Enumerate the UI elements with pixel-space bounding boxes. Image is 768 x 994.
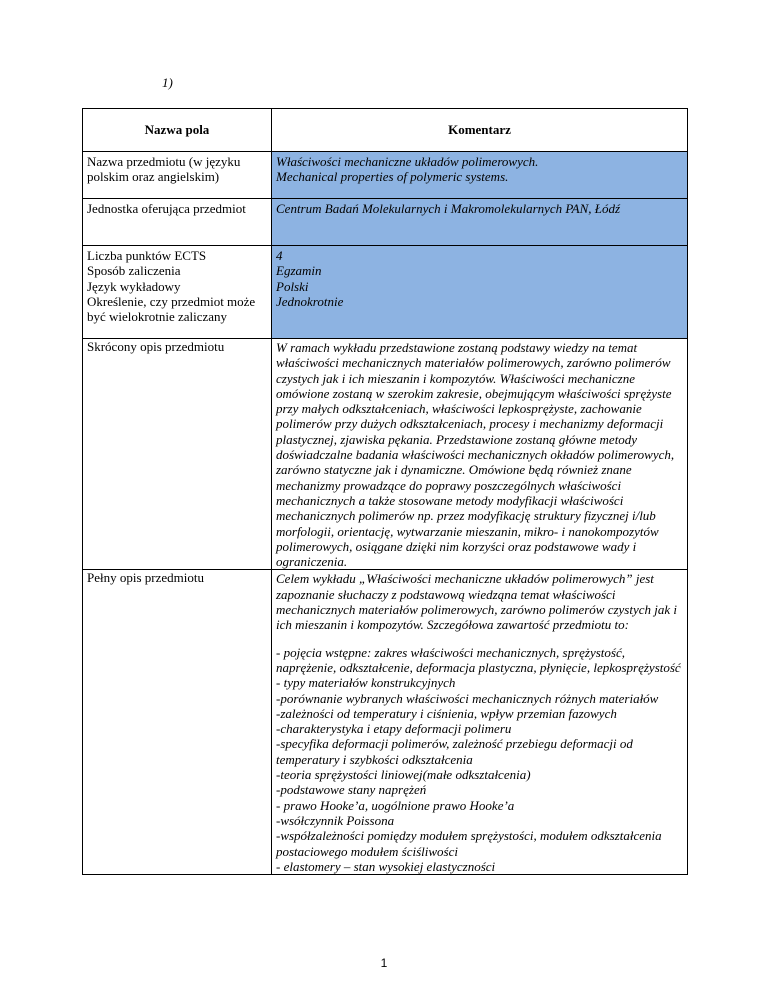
label-language: Język wykładowy — [87, 278, 181, 294]
label-ects: Liczba punktów ECTS — [87, 248, 207, 263]
topic-item: - prawo Hooke’a, uogólnione prawo Hooke’a — [276, 797, 515, 813]
label-unit: Jednostka oferująca przedmiot — [83, 199, 272, 246]
topic-item: -współzależności pomiędzy modułem sprężystości, modułem odkształcenia postaciowego modułem ściśliwości — [276, 828, 662, 859]
label-assessment: Sposób zaliczenia — [87, 263, 181, 279]
labels-details — [83, 246, 272, 339]
value-full-description — [272, 570, 688, 875]
row-unit — [83, 199, 688, 246]
topic-item: -charakterystyka i etapy deformacji polimeru — [276, 721, 512, 737]
topic-item: -zależności od temperatury i ciśnienia, wpływ przemian fazowych — [276, 705, 617, 721]
header-field-name: Nazwa pola — [83, 109, 272, 152]
value-assessment: Egzamin — [276, 263, 322, 279]
topic-item: -podstawowe stany naprężeń — [276, 782, 427, 798]
value-course-name — [272, 152, 688, 199]
row-details — [83, 246, 688, 339]
row-full-description — [83, 570, 688, 875]
course-table — [82, 108, 688, 875]
topic-item: -porównanie wybranych właściwości mechanicznych różnych materiałów — [276, 690, 659, 706]
label-short-description: Skrócony opis przedmiotu — [83, 339, 272, 570]
row-course-name — [83, 152, 688, 199]
value-language: Polski — [276, 278, 309, 294]
value-short-description: W ramach wykładu przedstawione zostaną podstawy wiedzy na temat właściwości mechanicznych materiałów polimerowych, zarówno polimerów czystych jak i ich mieszanin i kompozytów. Właściwości mechaniczne omówione zostaną w szerokim zakresie, obejmującym właściwości sprężyste przy małych odkształceniach, właściwości lepkosprężyste, zachowanie polimerów przy dużych odkształceniach, procesy i mechanizmy deformacji plastycznej, zjawiska pękania. Przedstawione zostaną główne metody doświadczalne badania właściwości mechanicznych okładów polimerowych, zarówno statyczne jak i dynamiczne. Omówione będą również znane mechanizmy prowadzące do poprawy poszczególnych właściwości mechanicznych a także stosowane metody modyfikacji właściwości mechanicznych polimerów np. przez modyfikację struktury fizycznej i/lub morfologii, orientację, wytwarzanie mieszanin, mikro- i nanokompozytów polimerowych, osiągane dzięki nim korzyści oraz podstawowe wady i ograniczenia. — [272, 339, 688, 570]
label-full-description: Pełny opis przedmiotu — [83, 570, 272, 875]
list-number: 1) — [162, 75, 173, 90]
topic-item: - elastomery – stan wysokiej elastyczności — [276, 858, 496, 874]
topic-item: - pojęcia wstępne: zakres właściwości mechanicznych, sprężystość, naprężenie, odkształcenie, deformacja plastyczna, płynięcie, lepkosprężystość — [276, 644, 681, 675]
page-number: 1 — [380, 956, 388, 970]
row-short-description — [83, 339, 688, 570]
value-unit: Centrum Badań Molekularnych i Makromolekularnych PAN, Łódź — [272, 199, 688, 246]
value-repeatable: Jednokrotnie — [276, 293, 344, 309]
label-course-name: Nazwa przedmiotu (w języku polskim oraz angielskim) — [83, 152, 272, 199]
topic-item: - typy materiałów konstrukcyjnych — [276, 675, 456, 691]
label-repeatable: Określenie, czy przedmiot może być wielokrotnie zaliczany — [87, 293, 256, 325]
topic-item: -specyfika deformacji polimerów, zależność przebiegu deformacji od temperatury i szybkości odkształcenia — [276, 736, 633, 767]
course-name-pl: Właściwości mechaniczne układów polimerowych. — [276, 154, 539, 169]
full-description-intro: Celem wykładu „Właściwości mechaniczne układów polimerowych” jest zapoznanie słuchaczy z podstawową wiedząna temat właściwości mechanicznych materiałów polimerowych, zarówno polimerów czystych jak i ich mieszanin i kompozytów. Szczegółowa zawartość przedmiotu to: — [276, 571, 678, 633]
value-ects: 4 — [276, 248, 283, 263]
topic-item: -wsółczynnik Poissona — [276, 812, 395, 828]
header-row — [83, 109, 688, 152]
course-name-en: Mechanical properties of polymeric systems. — [276, 169, 509, 185]
topic-item: -teoria sprężystości liniowej(małe odkształcenia) — [276, 767, 531, 783]
header-comment: Komentarz — [272, 109, 688, 152]
values-details — [272, 246, 688, 339]
